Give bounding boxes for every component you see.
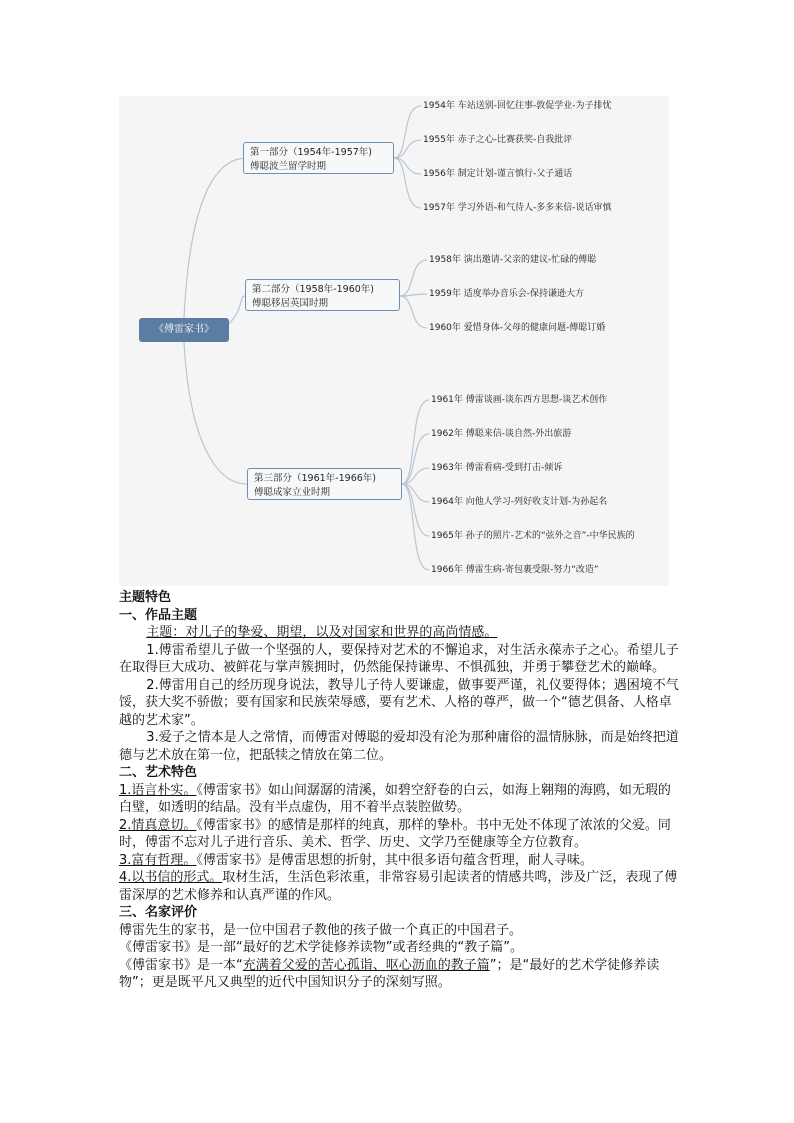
mindmap-root: 《傅雷家书》 [139, 318, 229, 342]
theme-paragraph-3: 3.爱子之情本是人之常情，而傅雷对傅聪的爱却没有沦为那种庸俗的温情脉脉，而是始终把道德与艺术放在第一位，把舐犊之情放在第二位。 [119, 730, 679, 763]
art-feature-3-text: 《傅雷家书》是傅雷思想的折射，其中很多语句蕴含哲理，耐人寻味。 [196, 852, 593, 868]
leaf-1957: 1957年 学习外语-和气待人-多多来信-说话审慎 [423, 203, 612, 213]
art-feature-3 [119, 852, 679, 870]
part-3-title: 第三部分（1961年-1966年) [254, 473, 376, 484]
section-1-title: 一、作品主题 [119, 607, 198, 623]
review-2: 《傅雷家书》是一部“最好的艺术学徒修养读物”或者经典的“教子篇”。 [119, 940, 523, 955]
section-3-title: 三、名家评价 [119, 905, 198, 920]
mindmap-part-3 [247, 468, 402, 500]
leaf-1960: 1960年 爱惜身体-父母的健康问题-傅聪订婚 [429, 323, 606, 333]
leaf-1965: 1965年 孙子的照片-艺术的“弦外之音”-中华民族的 [431, 531, 635, 541]
leaf-1964: 1964年 向他人学习-列好收支计划-为孙起名 [431, 497, 608, 507]
theme-text: 对儿子的挚爱、期望，以及对国家和世界的高尚情感。 [185, 625, 498, 640]
leaf-1962: 1962年 傅聪来信-谈自然-外出旅游 [431, 429, 572, 439]
document-body [119, 589, 679, 992]
part-1-title: 第一部分（1954年-1957年) [250, 147, 372, 158]
section-heading: 主题特色 [119, 590, 172, 605]
section-2-title: 二、艺术特色 [119, 765, 198, 780]
art-feature-2-label: 2.情真意切。 [119, 817, 197, 833]
review-1: 傅雷先生的家书，是一位中国君子教他的孩子做一个真正的中国君子。 [119, 922, 523, 938]
leaf-1958: 1958年 演出邀请-父亲的建议-忙碌的傅聪 [429, 255, 597, 265]
theme-paragraph-2: 2.傅雷用自己的经历现身说法，教导儿子待人要谦虚，做事要严谨，礼仪要得体；遇困境不气馁，获大奖不骄傲；要有国家和民族荣辱感，要有艺术、人格的尊严，做一个“德艺俱备、人格卓越的艺术家”。 [119, 677, 679, 728]
leaf-1966: 1966年 傅雷生病-寄包裹受限-努力“改造” [431, 565, 599, 575]
art-feature-2 [119, 817, 679, 852]
leaf-1955: 1955年 赤子之心-比赛获奖-自我批评 [423, 135, 573, 145]
art-feature-2-text: 《傅雷家书》的感情是那样的纯真，那样的挚朴。书中无处不体现了浓浓的父爱。同时，傅雷不忘对儿子进行音乐、美术、哲学、历史、文学乃至健康等全方位教育。 [119, 817, 671, 850]
mindmap-figure [119, 96, 669, 586]
art-feature-4-label: 4.以书信的形式。 [119, 870, 223, 885]
art-feature-4 [119, 869, 679, 904]
art-feature-3-label: 3.富有哲理。 [119, 852, 197, 868]
review-3 [119, 957, 679, 992]
art-feature-4-text: 取材生活，生活色彩浓重，非常容易引起读者的情感共鸣，涉及广泛，表现了傅雷深厚的艺术修养和认真严谨的作风。 [119, 870, 678, 903]
part-1-subtitle: 傅聪波兰留学时期 [250, 161, 327, 172]
art-feature-1 [119, 782, 679, 817]
leaf-1959: 1959年 适度举办音乐会-保持谦逊大方 [429, 289, 585, 299]
leaf-1954: 1954年 车站送别-回忆往事-敦促学业-为子排忧 [423, 101, 612, 111]
theme-label: 主题： [146, 625, 186, 640]
part-2-title: 第二部分（1958年-1960年) [252, 284, 374, 295]
review-3-start: 《傅雷家书》是一本“ [119, 957, 243, 973]
theme-line [119, 624, 679, 642]
leaf-1963: 1963年 傅雷看病-受到打击-倾诉 [431, 463, 563, 473]
leaf-1961: 1961年 傅雷谈画-谈东西方思想-谈艺术创作 [431, 395, 608, 405]
review-3-end: ”；是“最好的艺术学徒修养读物”；更是既平凡又典型的近代中国知识分子的深刻写照。 [119, 957, 660, 990]
art-feature-1-label: 1.语言朴实。 [119, 782, 197, 798]
theme-paragraph-1: 1.傅雷希望儿子做一个坚强的人，要保持对艺术的不懈追求，对生活永葆赤子之心。希望儿子在取得巨大成功、被鲜花与掌声簇拥时，仍然能保持谦卑、不惧孤独，并勇于攀登艺术的巅峰。 [119, 642, 679, 675]
review-3-underlined: 充满着父爱的苦心孤诣、呕心沥血的教子篇 [242, 957, 490, 973]
art-feature-1-text: 《傅雷家书》如山间潺潺的清溪，如碧空舒卷的白云，如海上翱翔的海鸥，如无瑕的白璧，如透明的结晶。没有半点虚伪，用不着半点装腔做势。 [119, 782, 671, 815]
mindmap-part-2 [245, 279, 400, 311]
leaf-1956: 1956年 制定计划-谨言慎行-父子通话 [423, 169, 573, 179]
mindmap-part-1 [243, 142, 394, 174]
part-2-subtitle: 傅聪移居英国时期 [252, 298, 329, 309]
part-3-subtitle: 傅聪成家立业时期 [254, 487, 331, 498]
